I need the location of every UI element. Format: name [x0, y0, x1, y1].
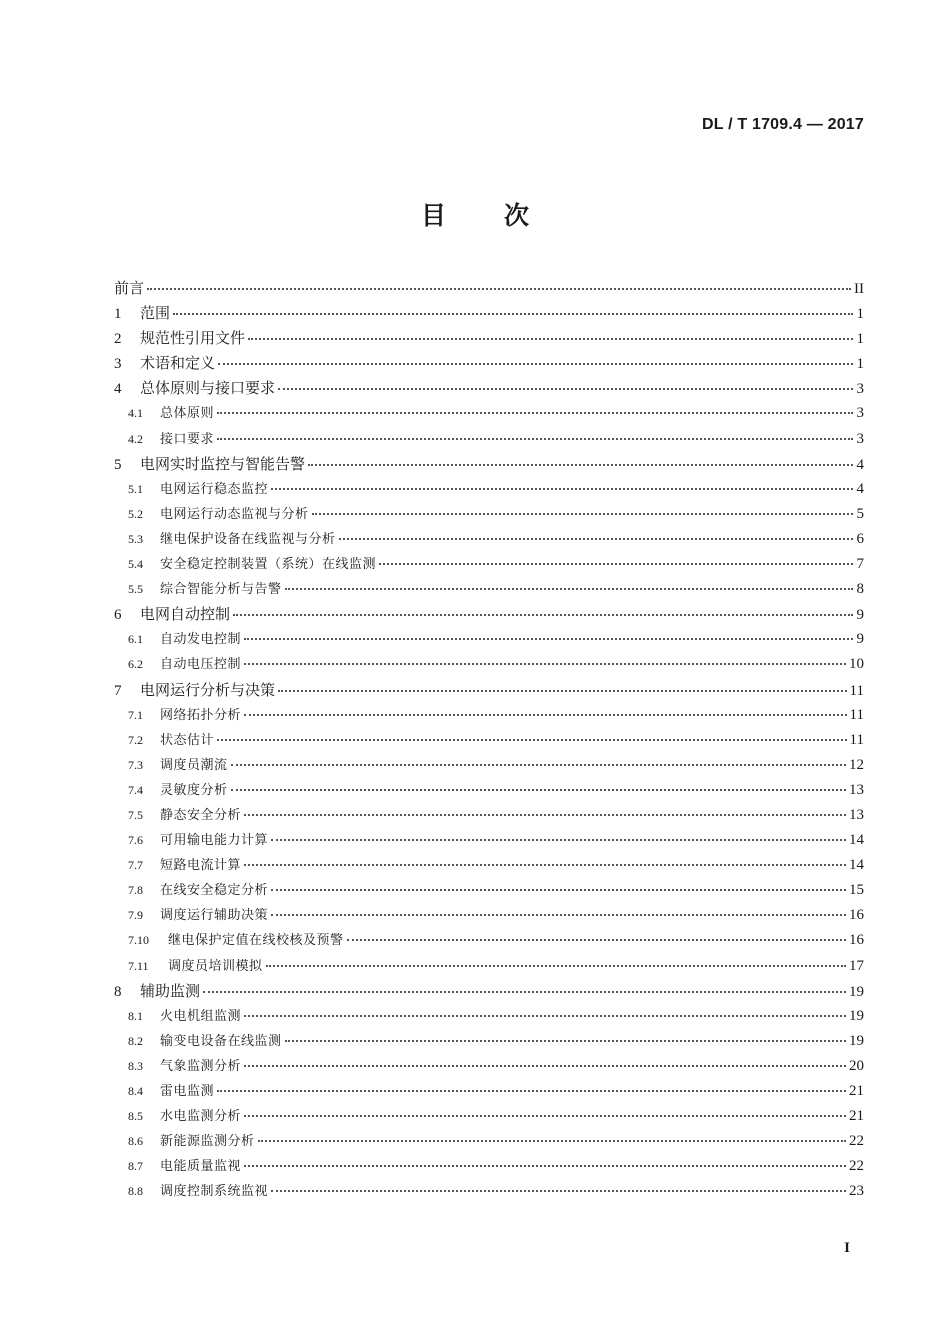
dot-leader	[244, 1164, 846, 1167]
toc-entry-title: 自动发电控制	[160, 632, 242, 648]
toc-entry-number: 5.4	[128, 557, 143, 572]
toc-entry-page: 20	[849, 1057, 864, 1074]
toc-entry[interactable]	[114, 477, 864, 502]
toc-entry-number: 8.8	[128, 1184, 143, 1199]
dot-leader	[308, 463, 853, 466]
dot-leader	[271, 1189, 846, 1192]
toc-entry-title: 总体原则与接口要求	[140, 379, 276, 398]
toc-entry-page: II	[854, 281, 864, 297]
toc-entry[interactable]	[114, 602, 864, 627]
toc-entry-page: 22	[849, 1158, 864, 1175]
toc-entry-page: 5	[856, 505, 864, 522]
toc-entry[interactable]	[114, 376, 864, 401]
toc-entry-number: 7	[114, 682, 122, 699]
toc-entry-number: 8.2	[128, 1033, 143, 1048]
toc-entry[interactable]	[114, 652, 864, 677]
toc-entry[interactable]	[114, 728, 864, 753]
toc-entry-title: 可用输电能力计算	[160, 833, 269, 849]
toc-entry[interactable]	[114, 577, 864, 602]
toc-entry-number: 7.2	[128, 732, 143, 747]
toc-entry-number: 6.1	[128, 632, 143, 647]
toc-entry-title: 电网实时监控与智能告警	[140, 454, 306, 473]
toc-entry[interactable]	[114, 803, 864, 828]
toc-entry-page: 14	[849, 832, 864, 849]
toc-entry-page: 1	[856, 306, 864, 323]
toc-entry[interactable]	[114, 1029, 864, 1054]
toc-entry[interactable]	[114, 928, 864, 953]
toc-entry-page: 21	[849, 1108, 864, 1125]
toc-entry-page: 17	[849, 957, 864, 974]
dot-leader	[347, 938, 846, 941]
dot-leader	[173, 312, 853, 315]
dot-leader	[147, 287, 851, 290]
dot-leader	[271, 487, 853, 490]
page-number: I	[844, 1240, 850, 1256]
dot-leader	[271, 888, 846, 891]
toc-entry-number: 7.3	[128, 757, 143, 772]
dot-leader	[258, 1139, 846, 1142]
toc-entry-number: 7.7	[128, 858, 143, 873]
toc-entry-page: 15	[849, 882, 864, 899]
toc-entry-title: 输变电设备在线监测	[160, 1033, 282, 1049]
toc-entry-title: 总体原则	[160, 406, 215, 422]
toc-entry[interactable]	[114, 1104, 864, 1129]
toc-entry-number: 5.2	[128, 506, 143, 521]
toc-entry-number: 7.8	[128, 883, 143, 898]
toc-entry-page: 3	[856, 405, 864, 422]
toc-entry-number: 8.1	[128, 1008, 143, 1023]
toc-entry-title: 电能质量监视	[160, 1159, 242, 1175]
toc-entry-page: 16	[849, 932, 864, 949]
toc-entry[interactable]	[114, 878, 864, 903]
toc-entry-page: 3	[856, 381, 864, 398]
toc-entry-page: 11	[849, 682, 864, 699]
toc-entry[interactable]	[114, 1054, 864, 1079]
toc-entry[interactable]	[114, 1004, 864, 1029]
toc-entry-number: 8.5	[128, 1109, 143, 1124]
dot-leader	[244, 1064, 846, 1067]
toc-entry-page: 11	[849, 731, 864, 748]
toc-entry-number: 5.1	[128, 481, 143, 496]
toc-entry[interactable]	[114, 627, 864, 652]
toc-entry-number: 8	[114, 983, 122, 1000]
toc-entry-title: 继电保护定值在线校核及预警	[168, 933, 344, 949]
toc-entry-number: 7.11	[128, 958, 149, 973]
title-char-1: 目	[420, 201, 446, 230]
toc-entry[interactable]	[114, 1129, 864, 1154]
dot-leader	[244, 1014, 846, 1017]
toc-entry-page: 11	[849, 706, 864, 723]
toc-entry-title: 雷电监测	[160, 1084, 215, 1099]
toc-entry-title: 调度员潮流	[160, 757, 228, 773]
dot-leader	[217, 437, 853, 440]
toc-entry-title: 调度员培训模拟	[168, 958, 263, 974]
toc-entry[interactable]	[114, 778, 864, 803]
toc-entry[interactable]	[114, 326, 864, 351]
toc-entry[interactable]	[114, 452, 864, 477]
toc-entry-number: 5.3	[128, 531, 143, 546]
toc-entry[interactable]	[114, 753, 864, 778]
page-title	[0, 196, 950, 232]
toc-entry-page: 19	[849, 1032, 864, 1049]
toc-entry-title: 术语和定义	[140, 354, 216, 373]
toc-entry[interactable]	[114, 1154, 864, 1179]
dot-leader	[248, 337, 853, 340]
dot-leader	[271, 913, 846, 916]
toc-entry-title: 短路电流计算	[160, 858, 242, 874]
toc-entry-number: 8.3	[128, 1058, 143, 1073]
dot-leader	[217, 411, 853, 414]
toc-entry-title: 安全稳定控制装置（系统）在线监测	[160, 557, 377, 573]
toc-entry[interactable]	[114, 828, 864, 853]
toc-entry-page: 19	[849, 1007, 864, 1024]
dot-leader	[271, 838, 846, 841]
toc-entry-title: 火电机组监测	[160, 1008, 242, 1024]
toc-entry-page: 9	[856, 607, 864, 624]
toc-entry[interactable]	[114, 527, 864, 552]
dot-leader	[285, 587, 853, 590]
toc-entry-number: 8.7	[128, 1159, 143, 1174]
toc-entry-number: 5	[114, 456, 122, 473]
toc-entry-page: 19	[849, 983, 864, 1000]
toc-entry[interactable]	[114, 351, 864, 376]
toc-entry-title: 气象监测分析	[160, 1058, 242, 1074]
toc-entry-number: 7.5	[128, 807, 143, 822]
dot-leader	[339, 537, 853, 540]
toc-entry-page: 13	[849, 806, 864, 823]
toc-entry-title: 新能源监测分析	[160, 1134, 255, 1150]
toc-entry-page: 3	[856, 430, 864, 447]
toc-entry-title: 在线安全稳定分析	[160, 883, 269, 899]
toc-entry[interactable]	[114, 401, 864, 426]
toc-entry-title: 电网运行稳态监控	[160, 481, 269, 497]
toc-entry-page: 9	[856, 631, 864, 648]
dot-leader	[244, 713, 847, 716]
toc-entry-title: 灵敏度分析	[160, 782, 228, 798]
toc-entry[interactable]	[114, 1079, 864, 1104]
toc-entry-number: 7.4	[128, 782, 143, 797]
dot-leader	[217, 738, 847, 741]
toc-entry[interactable]	[114, 276, 864, 301]
toc-entry-page: 4	[856, 480, 864, 497]
toc-entry-number: 4.1	[128, 406, 143, 421]
toc-entry-title: 规范性引用文件	[140, 329, 246, 348]
toc-entry-title: 调度控制系统监视	[160, 1184, 269, 1200]
toc-entry-title: 电网运行分析与决策	[140, 680, 276, 699]
toc-entry-number: 6	[114, 607, 122, 624]
dot-leader	[203, 990, 846, 993]
dot-leader	[244, 813, 846, 816]
toc-entry-title: 接口要求	[160, 431, 215, 447]
title-char-2: 次	[504, 201, 530, 230]
toc-entry-title: 网络拓扑分析	[160, 707, 242, 723]
toc-entry-page: 22	[849, 1133, 864, 1150]
toc-entry-number: 7.6	[128, 833, 143, 848]
dot-leader	[278, 689, 847, 692]
toc-entry-page: 6	[856, 530, 864, 547]
toc-entry-title: 电网运行动态监视与分析	[160, 506, 309, 522]
toc-entry-title: 电网自动控制	[140, 605, 231, 624]
toc-entry-number: 5.5	[128, 582, 143, 597]
toc-entry-number: 6.2	[128, 657, 143, 672]
toc-entry[interactable]	[114, 427, 864, 452]
standard-code: DL / T 1709.4 — 2017	[701, 116, 864, 133]
dot-leader	[244, 637, 853, 640]
toc-entry-number: 1	[114, 306, 122, 323]
toc-entry-title: 前言	[114, 279, 145, 297]
toc-entry-title: 继电保护设备在线监视与分析	[160, 531, 336, 547]
toc-entry[interactable]	[114, 502, 864, 527]
toc-entry[interactable]	[114, 954, 864, 979]
dot-leader	[266, 964, 846, 967]
toc-entry[interactable]	[114, 903, 864, 928]
toc-entry-page: 21	[849, 1083, 864, 1099]
dot-leader	[244, 1114, 846, 1117]
toc-entry-title: 综合智能分析与告警	[160, 582, 282, 598]
toc-entry-title: 水电监测分析	[160, 1109, 242, 1125]
table-of-contents	[114, 276, 864, 1204]
dot-leader	[312, 512, 853, 515]
toc-entry-page: 1	[856, 356, 864, 373]
toc-entry[interactable]	[114, 552, 864, 577]
toc-entry-page: 10	[849, 656, 864, 673]
dot-leader	[231, 788, 846, 791]
toc-entry-title: 范围	[140, 304, 171, 323]
toc-entry-title: 静态安全分析	[160, 807, 242, 823]
toc-entry-number: 7.10	[128, 933, 149, 948]
toc-entry[interactable]	[114, 979, 864, 1004]
toc-entry-page: 8	[856, 581, 864, 598]
toc-entry-title: 调度运行辅助决策	[160, 908, 269, 924]
toc-entry[interactable]	[114, 703, 864, 728]
toc-entry-number: 4.2	[128, 431, 143, 446]
dot-leader	[244, 863, 846, 866]
toc-entry-page: 14	[849, 857, 864, 874]
toc-entry-number: 4	[114, 381, 122, 398]
toc-entry-page: 23	[849, 1183, 864, 1200]
toc-entry-number: 8.6	[128, 1134, 143, 1149]
toc-entry[interactable]	[114, 853, 864, 878]
dot-leader	[285, 1039, 846, 1042]
dot-leader	[379, 562, 853, 565]
dot-leader	[244, 662, 846, 665]
toc-entry[interactable]	[114, 678, 864, 703]
toc-entry-number: 2	[114, 331, 122, 348]
toc-entry-number: 7.1	[128, 707, 143, 722]
dot-leader	[217, 1089, 846, 1092]
dot-leader	[231, 763, 846, 766]
toc-entry-page: 12	[849, 756, 864, 773]
dot-leader	[218, 362, 853, 365]
toc-entry-number: 7.9	[128, 908, 143, 923]
toc-entry-number: 3	[114, 356, 122, 373]
toc-entry-title: 辅助监测	[140, 981, 201, 1000]
toc-entry-title: 自动电压控制	[160, 657, 242, 673]
dot-leader	[233, 613, 853, 616]
toc-entry-number: 8.4	[128, 1084, 143, 1098]
toc-entry-page: 7	[856, 556, 864, 573]
toc-entry-page: 1	[856, 331, 864, 348]
toc-entry-title: 状态估计	[160, 732, 215, 748]
toc-entry-page: 16	[849, 907, 864, 924]
toc-entry[interactable]	[114, 1179, 864, 1204]
toc-entry-page: 4	[856, 456, 864, 473]
toc-entry-page: 13	[849, 781, 864, 798]
dot-leader	[278, 387, 853, 390]
toc-entry[interactable]	[114, 301, 864, 326]
